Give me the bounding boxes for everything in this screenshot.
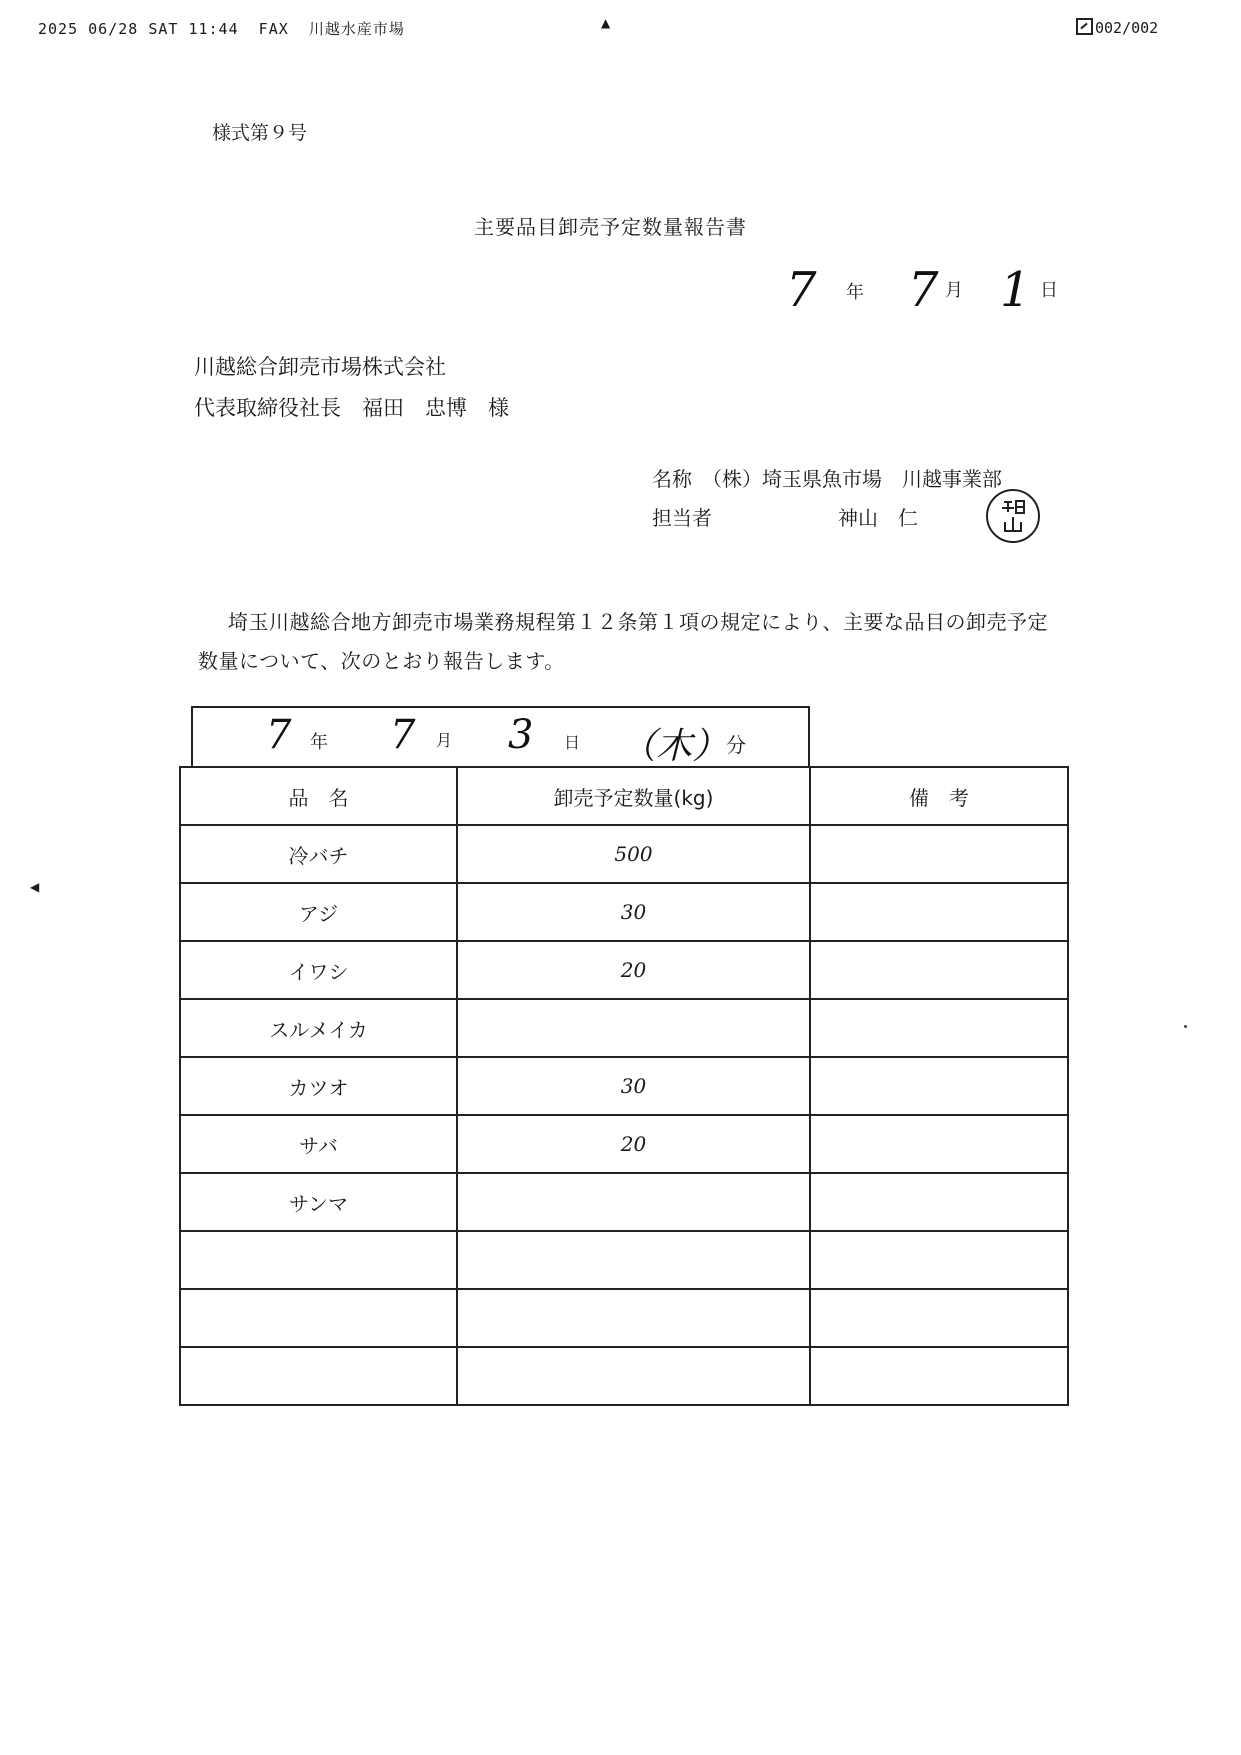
report-date-day: 1 [1000,262,1031,318]
item-note [810,941,1068,999]
item-note [810,1115,1068,1173]
fax-page-count [1076,18,1158,37]
item-quantity: 20 [457,941,810,999]
report-date-month-unit: 月 [945,280,963,301]
period-year: 7 [266,712,292,758]
item-quantity: 30 [457,1057,810,1115]
item-note [810,1289,1068,1347]
header-item: 品 名 [180,767,457,825]
item-quantity [457,1173,810,1231]
personal-seal-stamp [986,489,1040,543]
fax-triangle-mark: ▲ [601,16,611,30]
item-name [180,1231,457,1289]
table-row [180,1057,1068,1115]
report-date-month: 7 [908,262,939,318]
item-name [180,1289,457,1347]
sender-name: 名称 （株）埼玉県魚市場 川越事業部 [652,467,1002,491]
item-quantity [457,1289,810,1347]
item-note [810,1173,1068,1231]
table-row [180,883,1068,941]
item-note [810,999,1068,1057]
item-name [180,1347,457,1405]
report-date-year: 7 [786,262,817,318]
table-row [180,1289,1068,1347]
report-body-text: 埼玉川越総合地方卸売市場業務規程第１２条第１項の規定により、主要な品目の卸売予定数量について、次のとおり報告します。 [198,610,1048,673]
table-row [180,1231,1068,1289]
item-quantity: 500 [457,825,810,883]
fax-page-number: 002/002 [1095,19,1159,37]
table-row [180,941,1068,999]
report-date-day-unit: 日 [1040,280,1058,301]
item-note [810,1347,1068,1405]
table-header-row [180,767,1068,825]
seal-glyph [998,498,1028,534]
period-day: 3 [508,712,534,758]
item-quantity [457,1231,810,1289]
period-year-unit: 年 [310,732,328,753]
item-note [810,825,1068,883]
report-date-year-unit: 年 [846,282,864,303]
item-quantity [457,999,810,1057]
table-row [180,1347,1068,1405]
sender-person-label: 担当者 [652,506,712,530]
addressee-company: 川越総合卸売市場株式会社 [194,355,446,379]
period-day-unit: 日 [564,733,581,752]
addressee-person: 代表取締役社長 福田 忠博 様 [194,396,509,420]
side-triangle-mark: ◀ [30,880,40,894]
header-quantity: 卸売予定数量(kg) [457,767,810,825]
scan-speck [1184,1025,1187,1028]
item-name: カツオ [180,1057,457,1115]
item-quantity: 30 [457,883,810,941]
item-name: イワシ [180,941,457,999]
item-name: サンマ [180,1173,457,1231]
period-month-unit: 月 [436,731,453,750]
quantity-table [179,766,1069,1406]
fax-page-icon [1076,18,1093,35]
table-row [180,825,1068,883]
table-row [180,1115,1068,1173]
form-number: 様式第９号 [212,122,308,144]
item-name: サバ [180,1115,457,1173]
item-name: スルメイカ [180,999,457,1057]
header-note: 備 考 [810,767,1068,825]
table-row [180,1173,1068,1231]
item-quantity: 20 [457,1115,810,1173]
period-suffix: 分 [726,733,746,757]
fax-header-line: 2025 06/28 SAT 11:44 FAX 川越水産市場 [38,20,405,38]
table-row [180,999,1068,1057]
item-quantity [457,1347,810,1405]
item-note [810,1057,1068,1115]
sender-person-name: 神山 仁 [838,506,918,530]
period-month: 7 [390,712,416,758]
document-title: 主要品目卸売予定数量報告書 [474,215,747,239]
item-note [810,883,1068,941]
item-note [810,1231,1068,1289]
item-name: アジ [180,883,457,941]
period-weekday: （木） [620,726,729,767]
item-name: 冷バチ [180,825,457,883]
